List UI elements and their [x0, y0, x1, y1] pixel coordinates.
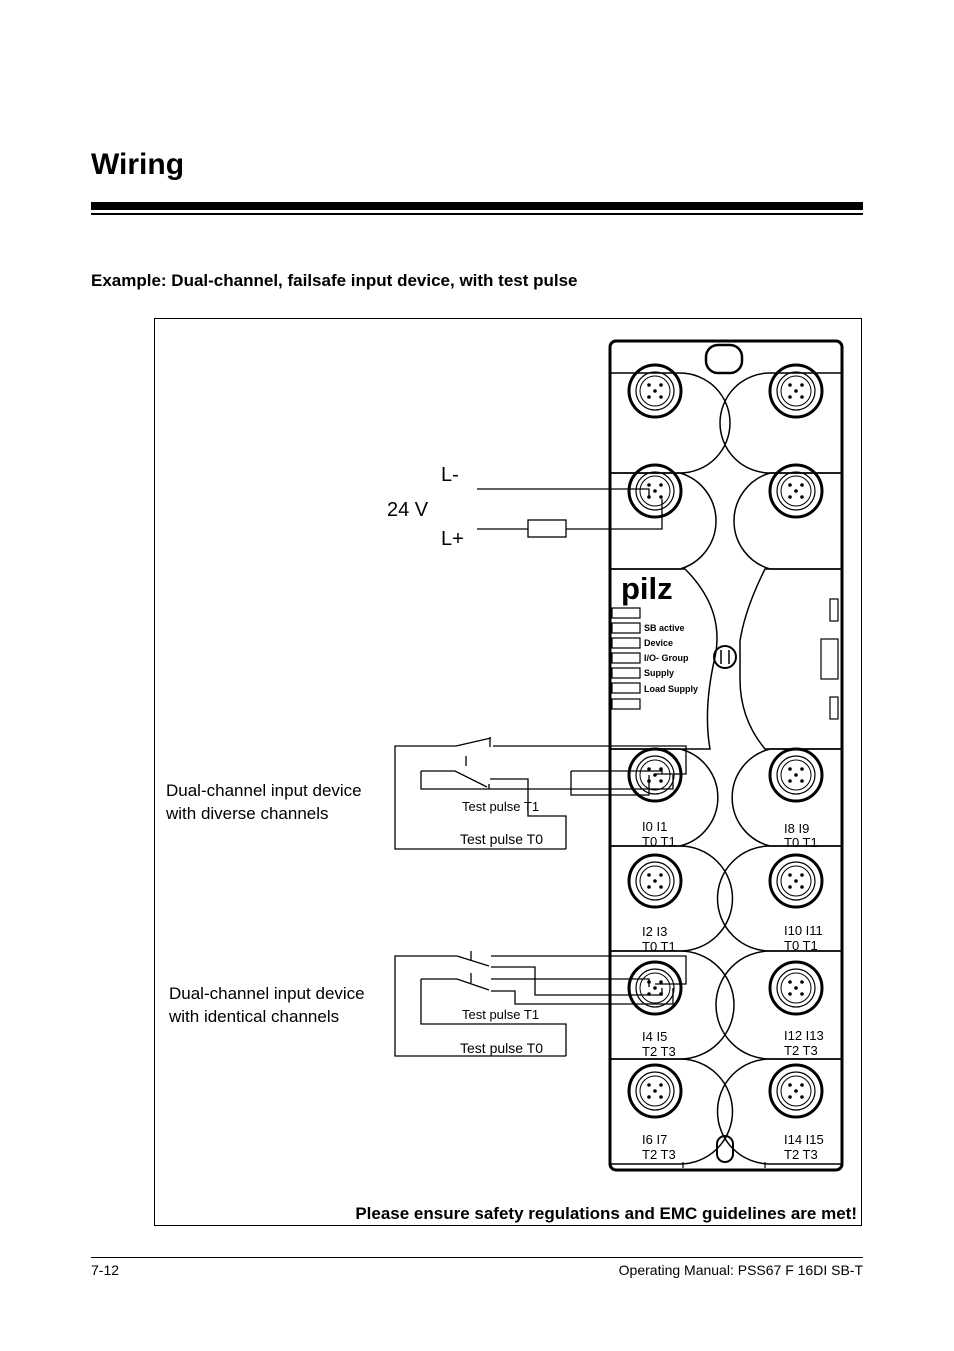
footer-rule: [91, 1257, 863, 1258]
device-diverse-line2: with diverse channels: [166, 804, 329, 823]
led-sb-active: SB active: [644, 623, 685, 633]
led-device: Device: [644, 638, 674, 648]
port-label-inputs: I6 I7: [642, 1132, 668, 1147]
port-label-inputs: I0 I1: [642, 819, 668, 834]
device-identical-line1: Dual-channel input device: [169, 984, 365, 1003]
led-load-supply: Load Supply: [644, 684, 698, 694]
port-label-pulses: T2 T3: [784, 1043, 818, 1058]
fuse: [528, 520, 566, 537]
safety-notice: Please ensure safety regulations and EMC guidelines are met!: [355, 1204, 857, 1223]
title-rule-thin: [91, 213, 863, 215]
port-label-inputs: I8 I9: [784, 821, 810, 836]
connector-i14-i15: [770, 1065, 822, 1117]
port-label-inputs: I10 I11: [784, 923, 823, 938]
label-l-plus: L+: [441, 528, 464, 550]
port-label-pulses: T0 T1: [642, 834, 676, 849]
connector-i2-i3: [629, 855, 681, 907]
port-label-pulses: T0 T1: [642, 939, 676, 954]
port-label-pulses: T2 T3: [784, 1147, 818, 1162]
wiring-diagram: [155, 319, 863, 1227]
pilz-logo: pilz: [621, 571, 673, 606]
supply-wiring: [477, 489, 662, 537]
label-24v: 24 V: [387, 499, 429, 521]
page-number: 7-12: [91, 1262, 120, 1278]
manual-reference: Operating Manual: PSS67 F 16DI SB-T: [618, 1262, 863, 1278]
port-label-pulses: T0 T1: [784, 938, 818, 953]
identical-test-pulse-t1: Test pulse T1: [462, 1007, 540, 1022]
wiring-figure-frame: [154, 318, 862, 1226]
port-label-inputs: I12 I13: [784, 1028, 824, 1043]
port-label-inputs: I4 I5: [642, 1029, 668, 1044]
led-io-group: I/O- Group: [644, 653, 689, 663]
label-l-minus: L-: [441, 464, 459, 486]
identical-test-pulse-t0: Test pulse T0: [460, 1040, 544, 1056]
led-supply: Supply: [644, 668, 675, 678]
port-label-inputs: I2 I3: [642, 924, 668, 939]
port-label-inputs: I14 I15: [784, 1132, 824, 1147]
section-heading: Example: Dual-channel, failsafe input device, with test pulse: [91, 271, 578, 290]
page-title: Wiring: [91, 148, 185, 181]
connector-i10-i11: [770, 855, 822, 907]
port-label-pulses: T0 T1: [784, 835, 818, 850]
port-label-pulses: T2 T3: [642, 1147, 676, 1162]
port-label-pulses: T2 T3: [642, 1044, 676, 1059]
device-identical-line2: with identical channels: [169, 1007, 340, 1026]
connector-i6-i7: [629, 1065, 681, 1117]
title-rule-thick: [91, 202, 863, 210]
diverse-test-pulse-t0: Test pulse T0: [460, 831, 544, 847]
device-diverse-line1: Dual-channel input device: [166, 781, 362, 800]
connector-i12-i13: [770, 962, 822, 1014]
connector-i8-i9: [770, 749, 822, 801]
diverse-test-pulse-t1: Test pulse T1: [462, 799, 540, 814]
led-panel: [612, 608, 640, 709]
